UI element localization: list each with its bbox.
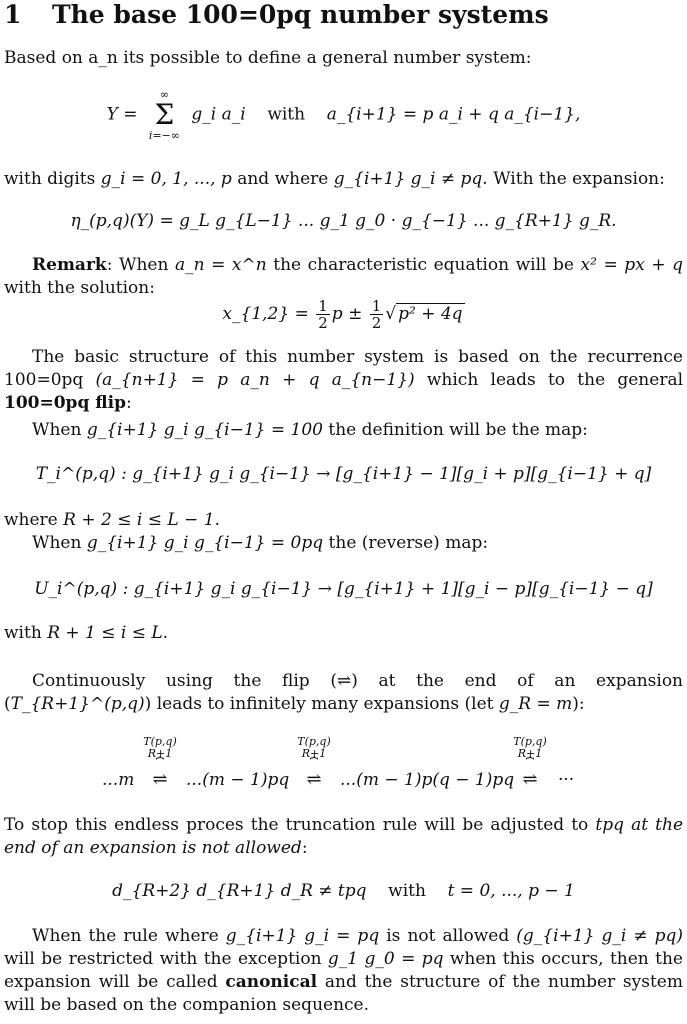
p9-cond: g_{i+1} g_i = pq (225, 926, 380, 946)
section-heading (4, 0, 549, 30)
equation-expansion (4, 210, 683, 233)
u-range-paragraph (4, 622, 683, 645)
equation-t-map (4, 463, 683, 486)
eq3-lhs: x_{1,2} = (222, 304, 309, 324)
flip-expr-3: ...(m − 1)p(q − 1)pq (340, 770, 515, 790)
p7-gr: g_R = m (498, 694, 573, 714)
flip-expr-2: ...(m − 1)pq (186, 770, 290, 790)
continuation-paragraph: Continuously using the flip (⇌) at the end of an expansion (T_{R+1}^(p,q)) leads to infinitely many expansions (let g_R = m): (4, 671, 683, 714)
p5-text-a: where (4, 510, 58, 530)
flip-expr-ellipsis: ··· (558, 770, 575, 790)
sum-lower-limit: i=−∞ (148, 129, 180, 142)
flip-arrow-icon: ⇌ (152, 769, 168, 790)
p8-rule: tpq at the end of an expansion is not allowed (4, 815, 684, 858)
eq1-body: g_i a_i (191, 104, 246, 125)
eq3-radicand: p² + 4q (398, 304, 463, 324)
p3-text-a: The basic structure of this number system is based on the recurrence 100=0pq (4, 347, 683, 390)
remark-label: Remark (32, 255, 107, 275)
flip-2: T(p,q) R+1 ⏞ ⇌ (284, 736, 344, 790)
digits-paragraph (4, 168, 683, 191)
equation-truncation (4, 880, 683, 903)
p3-text-c: which leads to the general (426, 370, 684, 390)
remark-char-eq: x² = px + q (580, 255, 684, 275)
flip-arrow-icon: ⇌ (306, 769, 322, 790)
eq6-with: with (388, 881, 426, 901)
p4-text-c: the definition will be the map: (328, 420, 588, 440)
p2-condition: g_{i+1} g_i ≠ pq. (333, 169, 488, 189)
p5-range: R + 2 ≤ i ≤ L − 1. (63, 510, 220, 530)
equation-sum (4, 88, 683, 142)
p2-digits: g_i = 0, 1, ..., p (100, 169, 232, 189)
remark-text-c: the characteristic equation will be (273, 255, 574, 275)
eq6-range: t = 0, ..., p − 1 (447, 881, 575, 901)
p2-text-e: With the expansion: (493, 169, 665, 189)
p5-text-e: the (reverse) map: (328, 533, 489, 553)
eq4-text: T_i^(p,q) : g_{i+1} g_i g_{i−1} → [g_{i+1} − 1][g_i + p][g_{i−1} + q] (35, 464, 652, 484)
eq1-recurrence: a_{i+1} = p a_i + q a_{i−1}, (326, 104, 581, 125)
section-number: 1 (4, 0, 22, 29)
flip-3: T(p,q) R+1 ⏞ ⇌ (500, 736, 560, 790)
p4-text-a: When (32, 420, 82, 440)
p8-text-a: To stop this endless proces the truncation rule will be adjusted to (4, 815, 589, 835)
eq5-text: U_i^(p,q) : g_{i+1} g_i g_{i−1} → [g_{i+1} + 1][g_i − p][g_{i−1} − q] (34, 579, 653, 599)
p7-text-a: Continuously using the flip (⇌) at the end of an expansion ( (4, 671, 683, 714)
fraction-half-1: $\frac{1}{2}$ (318, 297, 328, 332)
p7-text-c: ) leads to infinitely many expansions (let (144, 694, 494, 714)
sigma-symbol: ∞ Σ i=−∞ (148, 88, 180, 142)
flip-expr-1: ...m (102, 770, 135, 790)
equation-solution: x_{1,2} = $\frac{1}{2}$ p ± $\frac{1}{2}$ √ p² + 4q (222, 297, 463, 332)
p6-text-a: with (4, 623, 42, 643)
p2-text-a: with digits (4, 169, 96, 189)
flip-1: T(p,q) R+1 ⏞ ⇌ (130, 736, 190, 790)
eq1-lhs: Y = (106, 104, 138, 125)
flip-chain (4, 736, 683, 796)
p4-condition: g_{i+1} g_i g_{i−1} = 100 (86, 420, 323, 440)
definition-paragraph (4, 419, 683, 442)
canonical-paragraph (4, 925, 683, 1017)
equation-u-map (4, 578, 683, 601)
eq3-p: p ± (331, 304, 363, 324)
p7-map: T_{R+1}^(p,q) (10, 694, 145, 714)
p2-text-c: and where (237, 169, 329, 189)
p9-text-e: will be restricted with the exception (4, 949, 322, 969)
intro-paragraph (4, 47, 683, 70)
p5-text-c: When (32, 533, 82, 553)
remark-an: a_n = x^n (174, 255, 267, 275)
p9-text-c: is not allowed (386, 926, 510, 946)
range-paragraph (4, 509, 683, 555)
p3-recurrence: (a_{n+1} = p a_n + q a_{n−1}) (95, 370, 415, 390)
eq6-lhs: d_{R+2} d_{R+1} d_R ≠ tpq (112, 881, 367, 901)
p9-text-a: When the rule where (32, 926, 219, 946)
p9-text-k: and the structure of the number system will be based on the companion sequence. (4, 972, 683, 1015)
p9-paren: (g_{i+1} g_i ≠ pq) (516, 926, 684, 946)
intro-text: Based on a_n its possible to define a general number system: (4, 48, 532, 68)
p5-condition: g_{i+1} g_i g_{i−1} = 0pq (86, 533, 324, 553)
structure-paragraph: The basic structure of this number system is based on the recurrence 100=0pq (a_{n+1} = p a_n + q a_{n−1}) which leads to the general 100=0pq flip: (4, 347, 684, 413)
p9-exception: g_1 g_0 = pq (327, 949, 444, 969)
flip-label-2: T(p,q) R+1 (297, 735, 331, 760)
flip-label-3: T(p,q) R+1 (513, 735, 547, 760)
eq1-with: with (267, 104, 306, 125)
eq2-text: η_(p,q)(Y) = g_L g_{L−1} ... g_1 g_0 · g_{−1} ... g_{R+1} g_R. (70, 211, 617, 231)
sum-upper-limit: ∞ (159, 88, 169, 101)
remark-text-a: : When (106, 255, 169, 275)
section-title: The base 100=0pq number systems (52, 0, 549, 29)
flip-label-1: T(p,q) R+1 (143, 735, 177, 760)
remark-text-e: with the solution: (4, 278, 155, 298)
p3-flip-name: 100=0pq flip (4, 393, 126, 413)
fraction-half-2: $\frac{1}{2}$ (371, 297, 382, 332)
flip-arrow-icon: ⇌ (522, 769, 538, 790)
truncation-paragraph: To stop this endless proces the truncation rule will be adjusted to tpq at the end of an expansion is not allowed: (4, 815, 684, 858)
p9-canonical: canonical (225, 972, 318, 992)
remark-paragraph (4, 254, 683, 300)
p6-range: R + 1 ≤ i ≤ L. (47, 623, 169, 643)
p9-text-g: when this occurs, then the expansion will be called (4, 949, 683, 992)
